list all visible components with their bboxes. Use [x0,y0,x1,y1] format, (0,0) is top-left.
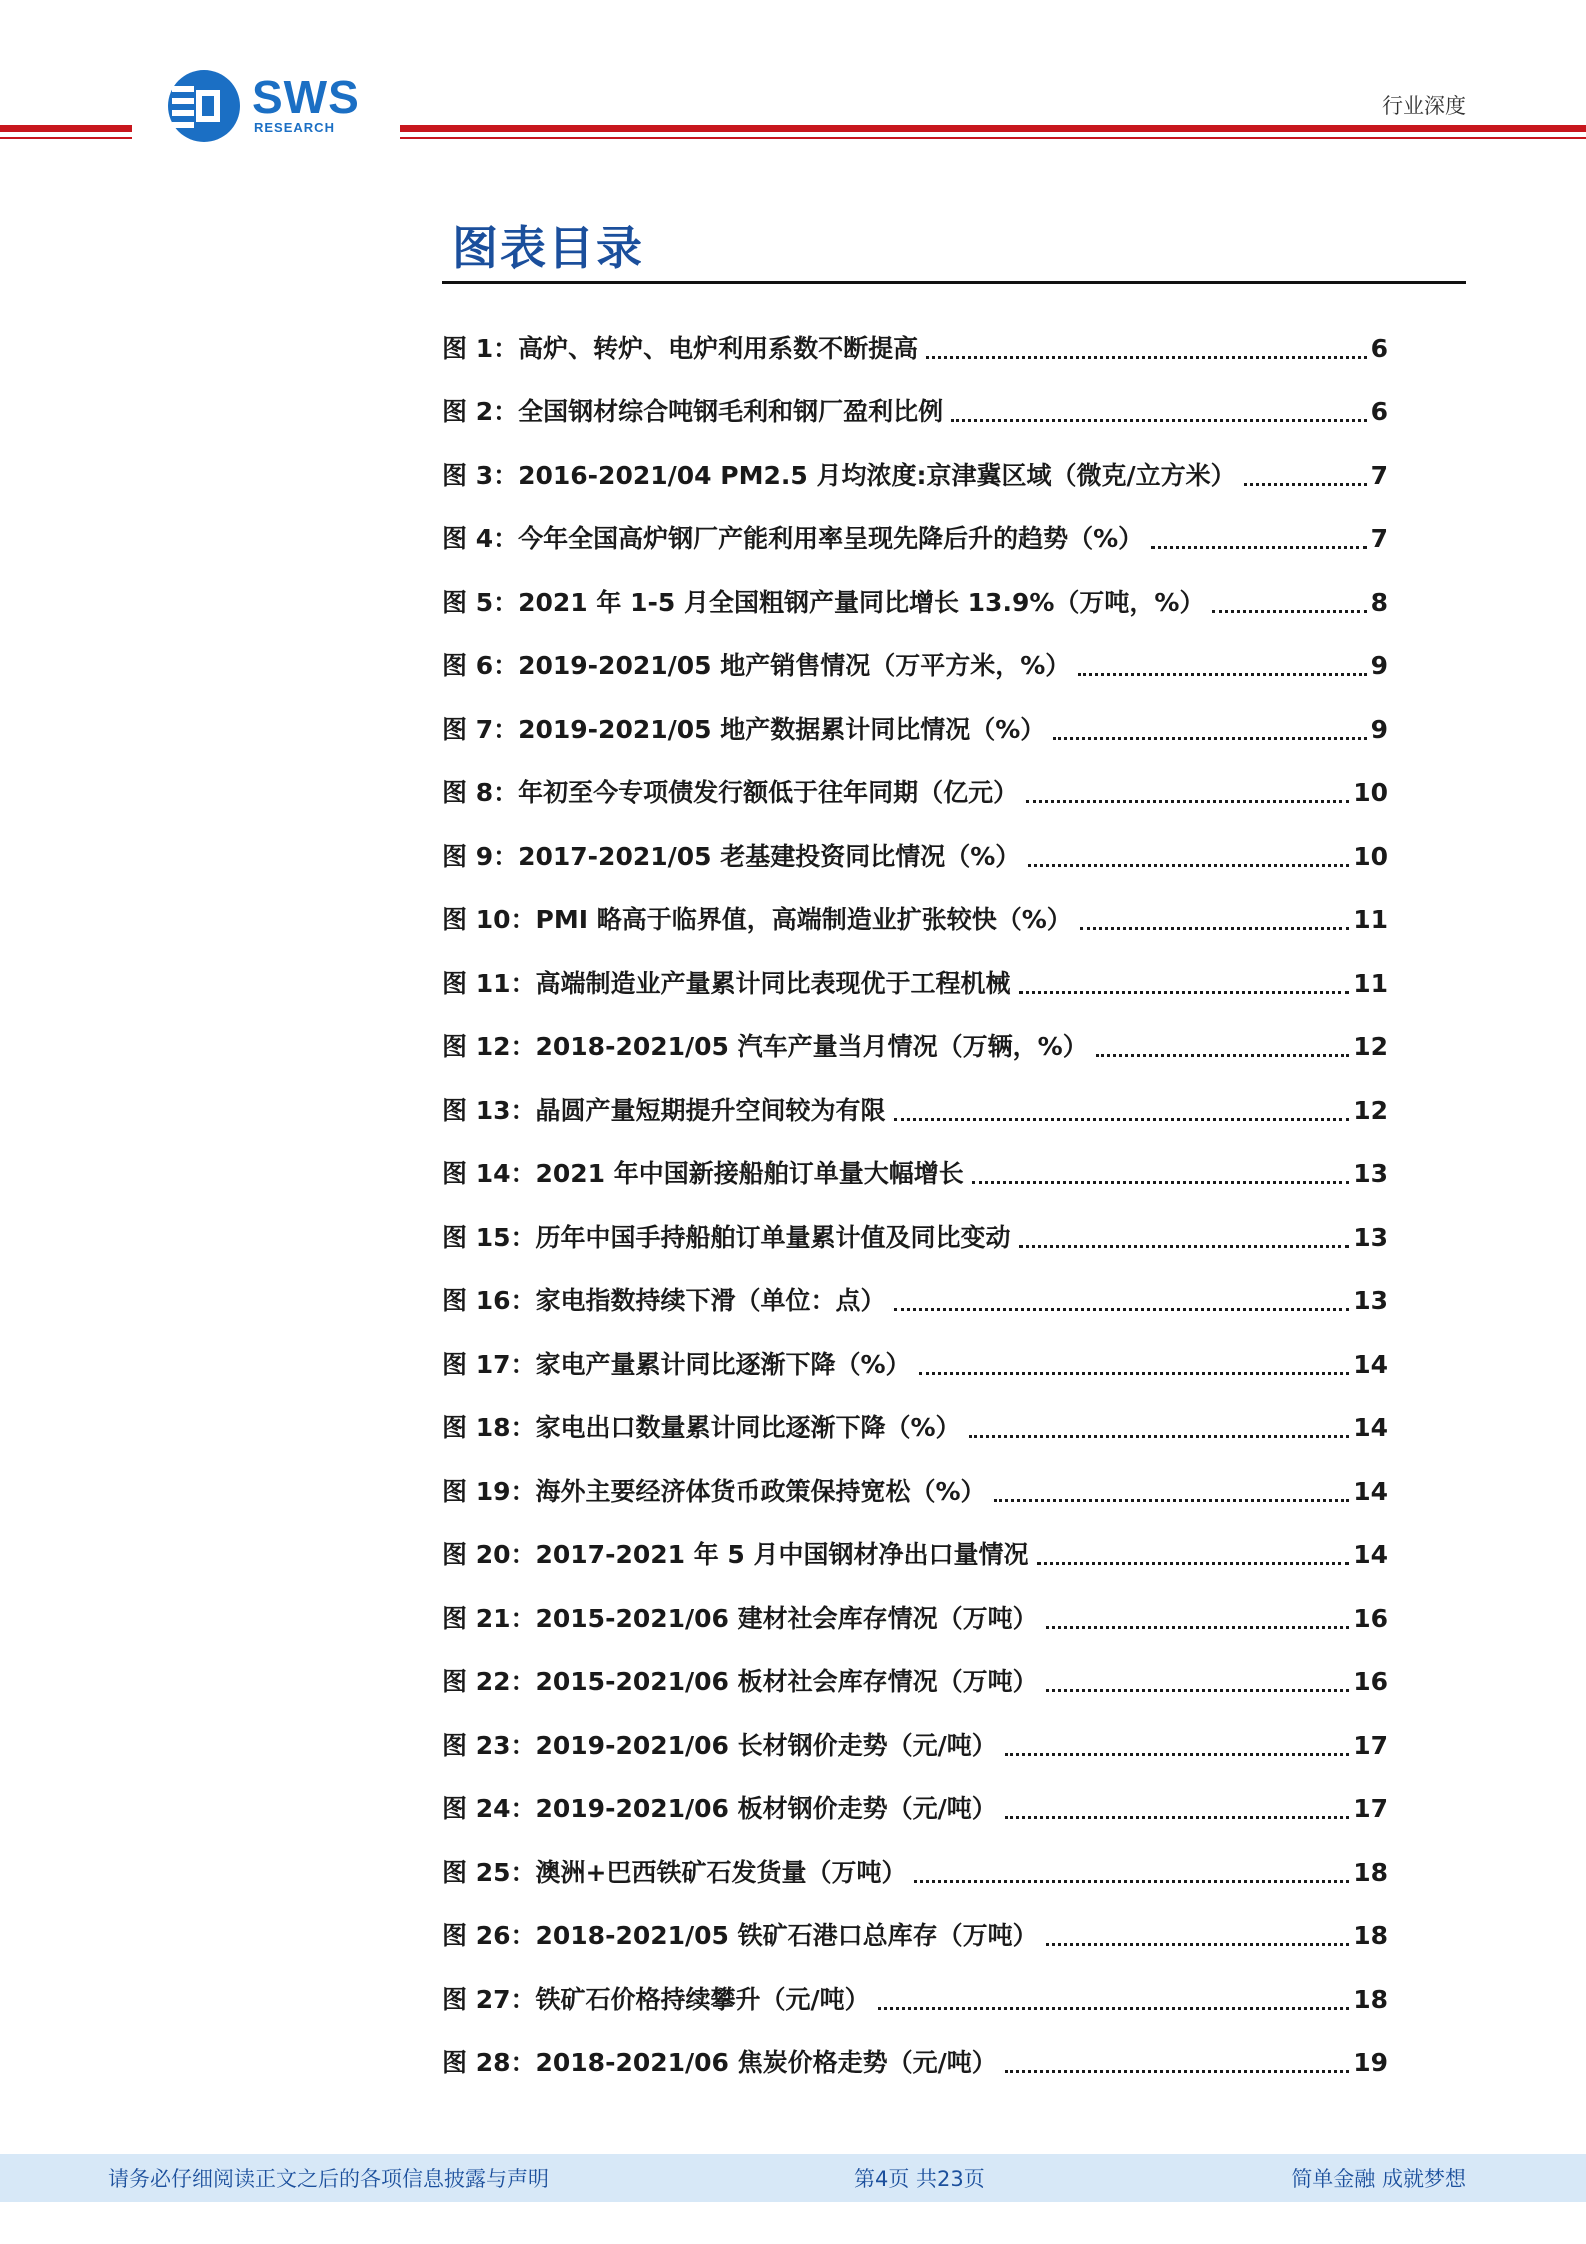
toc-entry[interactable] [442,1385,1388,1449]
toc-entry-page: 8 [1370,587,1388,617]
toc-entry-label: 图 1：高炉、转炉、电炉利用系数不断提高 [442,333,919,363]
dot-leader [894,1118,1350,1121]
sws-logo-icon [166,68,242,144]
toc-entry-page: 17 [1353,1730,1388,1760]
title-divider [442,281,1466,284]
toc-entry-label: 图 24：2019-2021/06 板材钢价走势（元/吨） [442,1794,997,1823]
toc-entry-label: 图 11：高端制造业产量累计同比表现优于工程机械 [442,968,1011,998]
dot-leader [1053,737,1366,740]
toc-entry-label: 图 8：年初至今专项债发行额低于往年同期（亿元） [442,778,1019,807]
dot-leader [914,1880,1349,1883]
dot-leader [951,419,1366,422]
toc-entry[interactable] [442,1512,1388,1576]
toc-entry-page: 13 [1353,1159,1388,1188]
toc-entry-page: 14 [1353,1413,1388,1442]
toc-entry-page: 14 [1353,1349,1388,1379]
dot-leader [1037,1562,1350,1565]
toc-entry-label: 图 28：2018-2021/06 焦炭价格走势（元/吨） [442,2048,997,2077]
toc-entry[interactable] [442,1956,1388,2020]
toc-entry-page: 12 [1353,1032,1388,1061]
toc-entry-page: 7 [1370,524,1388,553]
toc-entry-label: 图 7：2019-2021/05 地产数据累计同比情况（%） [442,714,1046,744]
dot-leader [1028,864,1349,867]
dot-leader [919,1372,1350,1375]
logo-subtext: RESEARCH [254,120,335,135]
toc-entry-page: 14 [1353,1540,1388,1569]
toc-entry-label: 图 2：全国钢材综合吨钢毛利和钢厂盈利比例 [442,397,944,426]
toc-entry[interactable] [442,877,1388,941]
figure-index-list [442,305,1388,2083]
dot-leader [1046,1943,1350,1946]
toc-entry-label: 图 5：2021 年 1-5 月全国粗钢产量同比增长 13.9%（万吨，%） [442,587,1205,617]
logo-text: SWS [252,71,360,123]
toc-entry-label: 图 9：2017-2021/05 老基建投资同比情况（%） [442,841,1021,871]
toc-entry[interactable] [442,1766,1388,1830]
dot-leader [1026,800,1349,803]
toc-entry-page: 14 [1353,1476,1388,1506]
toc-entry-page: 16 [1353,1667,1388,1696]
toc-entry-label: 图 27：铁矿石价格持续攀升（元/吨） [442,1984,870,2014]
toc-entry-label: 图 12：2018-2021/05 汽车产量当月情况（万辆，%） [442,1032,1088,1061]
dot-leader [1019,991,1350,994]
toc-entry[interactable] [442,1004,1388,1068]
toc-entry[interactable] [442,1067,1388,1131]
toc-entry-label: 图 26：2018-2021/05 铁矿石港口总库存（万吨） [442,1921,1038,1950]
toc-entry-page: 13 [1353,1286,1388,1315]
toc-entry[interactable] [442,1321,1388,1385]
toc-entry-label: 图 6：2019-2021/05 地产销售情况（万平方米，%） [442,651,1071,680]
toc-entry[interactable] [442,559,1388,623]
company-logo [166,68,366,144]
toc-entry[interactable] [442,305,1388,369]
toc-entry[interactable] [442,1194,1388,1258]
dot-leader [1019,1245,1350,1248]
page-title: 图表目录 [452,221,644,275]
toc-entry-page: 9 [1370,651,1388,680]
toc-entry[interactable] [442,1448,1388,1512]
toc-entry-page: 18 [1353,1921,1388,1950]
toc-entry[interactable] [442,496,1388,560]
toc-entry-page: 6 [1370,397,1388,426]
dot-leader [1078,673,1366,676]
header-rule-right [400,125,1586,132]
toc-entry[interactable] [442,1829,1388,1893]
toc-entry-page: 9 [1370,714,1388,744]
toc-entry-label: 图 25：澳洲+巴西铁矿石发货量（万吨） [442,1857,907,1887]
dot-leader [1096,1054,1349,1057]
toc-entry-page: 18 [1353,1984,1388,2014]
toc-entry[interactable] [442,623,1388,687]
toc-entry[interactable] [442,432,1388,496]
report-type-tag: 行业深度 [1382,94,1466,118]
dot-leader [969,1435,1350,1438]
toc-entry-label: 图 18：家电出口数量累计同比逐渐下降（%） [442,1413,961,1442]
toc-entry-label: 图 16：家电指数持续下滑（单位：点） [442,1286,886,1315]
toc-entry-label: 图 17：家电产量累计同比逐渐下降（%） [442,1349,911,1379]
toc-entry-label: 图 13：晶圆产量短期提升空间较为有限 [442,1095,886,1125]
toc-entry-page: 11 [1353,905,1388,934]
toc-entry-page: 6 [1370,333,1388,363]
header-rule-left [0,125,132,132]
toc-entry-label: 图 15：历年中国手持船舶订单量累计值及同比变动 [442,1222,1011,1252]
dot-leader [894,1308,1350,1311]
toc-entry-page: 18 [1353,1857,1388,1887]
dot-leader [1080,927,1349,930]
toc-entry-label: 图 23：2019-2021/06 长材钢价走势（元/吨） [442,1730,997,1760]
dot-leader [1046,1689,1350,1692]
dot-leader [1244,483,1367,486]
toc-entry[interactable] [442,1575,1388,1639]
dot-leader [1005,1816,1349,1819]
footer-page-number: 第4页 共23页 [854,2167,985,2191]
toc-entry[interactable] [442,369,1388,433]
dot-leader [1005,1753,1349,1756]
toc-entry-label: 图 20：2017-2021 年 5 月中国钢材净出口量情况 [442,1540,1029,1569]
toc-entry-page: 12 [1353,1095,1388,1125]
toc-entry[interactable] [442,1639,1388,1703]
toc-entry[interactable] [442,940,1388,1004]
toc-entry-label: 图 22：2015-2021/06 板材社会库存情况（万吨） [442,1667,1038,1696]
toc-entry-page: 10 [1353,778,1388,807]
toc-entry-page: 17 [1353,1794,1388,1823]
dot-leader [878,2007,1350,2010]
footer-slogan: 简单金融 成就梦想 [1291,2167,1466,2191]
toc-entry-page: 10 [1353,841,1388,871]
dot-leader [926,356,1366,359]
dot-leader [1005,2070,1349,2073]
toc-entry-label: 图 21：2015-2021/06 建材社会库存情况（万吨） [442,1603,1038,1633]
dot-leader [1046,1626,1350,1629]
toc-entry-page: 11 [1353,968,1388,998]
toc-entry[interactable] [442,750,1388,814]
header-rule-left-thin [0,137,132,139]
footer-disclaimer: 请务必仔细阅读正文之后的各项信息披露与声明 [108,2167,549,2191]
toc-entry[interactable] [442,1702,1388,1766]
toc-entry-page: 19 [1353,2048,1388,2077]
dot-leader [1151,546,1366,549]
dot-leader [994,1499,1350,1502]
dot-leader [1212,610,1366,613]
toc-entry-label: 图 3：2016-2021/04 PM2.5 月均浓度:京津冀区域（微克/立方米） [442,460,1236,490]
toc-entry[interactable] [442,1258,1388,1322]
toc-entry-label: 图 4：今年全国高炉钢厂产能利用率呈现先降后升的趋势（%） [442,524,1144,553]
toc-entry-label: 图 14：2021 年中国新接船舶订单量大幅增长 [442,1159,964,1188]
toc-entry-label: 图 19：海外主要经济体货币政策保持宽松（%） [442,1476,986,1506]
toc-entry[interactable] [442,1893,1388,1957]
header-rule-right-thin [400,137,1586,139]
toc-entry-label: 图 10：PMI 略高于临界值，高端制造业扩张较快（%） [442,905,1072,934]
toc-entry-page: 16 [1353,1603,1388,1633]
toc-entry[interactable] [442,813,1388,877]
toc-entry[interactable] [442,686,1388,750]
dot-leader [972,1181,1349,1184]
toc-entry-page: 13 [1353,1222,1388,1252]
toc-entry[interactable] [442,1131,1388,1195]
toc-entry-page: 7 [1370,460,1388,490]
toc-entry[interactable] [442,2020,1388,2084]
